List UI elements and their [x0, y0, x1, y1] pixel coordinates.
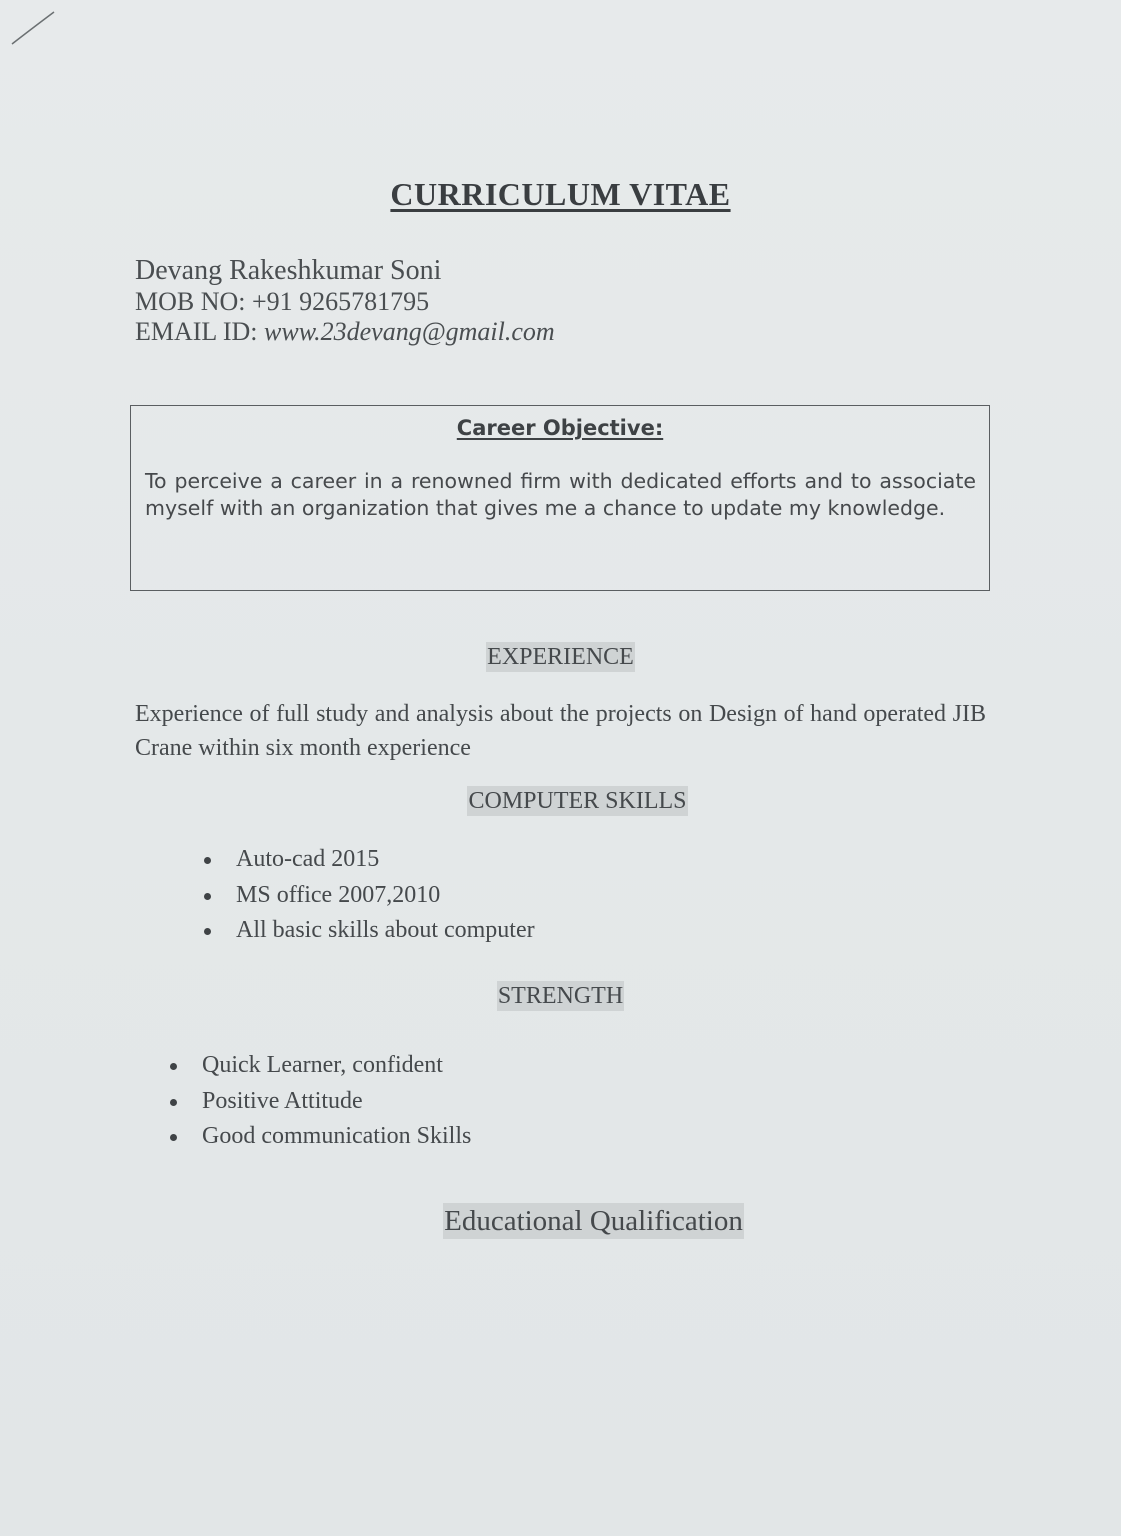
- bullet-icon: [170, 1099, 177, 1106]
- list-item-text: Quick Learner, confident: [202, 1052, 443, 1078]
- list-item: [202, 1084, 471, 1120]
- career-objective-text: To perceive a career in a renowned firm with dedicated efforts and to associate myself with an organization that gives me a chance to update my knowledge.: [145, 469, 976, 520]
- experience-heading-label: EXPERIENCE: [487, 644, 634, 670]
- list-item: [202, 1048, 471, 1084]
- computer-skills-heading-label: COMPUTER SKILLS: [468, 788, 687, 814]
- computer-skills-list: [236, 842, 535, 949]
- career-objective-heading: Career Objective:: [456, 416, 664, 440]
- list-item-text: All basic skills about computer: [236, 917, 535, 943]
- list-item-text: Good communication Skills: [202, 1123, 472, 1149]
- email-label: EMAIL ID:: [135, 317, 258, 346]
- list-item-text: Positive Attitude: [202, 1087, 363, 1114]
- list-item-text: MS office 2007,2010: [236, 881, 441, 908]
- bullet-icon: [204, 893, 211, 900]
- list-item: [236, 913, 535, 949]
- education-heading: [0, 1205, 1121, 1238]
- mobile-label: MOB NO:: [135, 287, 246, 316]
- list-item: [202, 1119, 471, 1155]
- experience-heading: [0, 644, 1121, 671]
- strength-heading: [0, 983, 1121, 1010]
- pen-stroke-mark: [8, 8, 58, 48]
- computer-skills-heading: [0, 788, 1121, 815]
- email-line: [135, 317, 555, 347]
- strength-heading-label: STRENGTH: [497, 983, 624, 1009]
- list-item: [236, 842, 535, 878]
- bullet-icon: [170, 1063, 177, 1070]
- education-heading-label: Educational Qualification: [444, 1205, 743, 1237]
- bullet-icon: [204, 928, 211, 935]
- contact-block: [135, 255, 555, 347]
- mobile-value: +91 9265781795: [252, 287, 430, 316]
- career-objective-box: [130, 405, 990, 591]
- candidate-name: Devang Rakeshkumar Soni: [135, 255, 442, 286]
- bullet-icon: [170, 1134, 177, 1141]
- mobile-line: [135, 287, 555, 317]
- list-item-text: Auto-cad 2015: [236, 846, 380, 872]
- strength-list: [202, 1048, 471, 1155]
- bullet-icon: [204, 857, 211, 864]
- email-value: www.23devang@gmail.com: [264, 317, 555, 346]
- experience-text: Experience of full study and analysis about the projects on Design of hand operated JIB Crane within six month experience: [135, 701, 986, 761]
- document-title: CURRICULUM VITAE: [390, 176, 731, 212]
- list-item: [236, 878, 535, 914]
